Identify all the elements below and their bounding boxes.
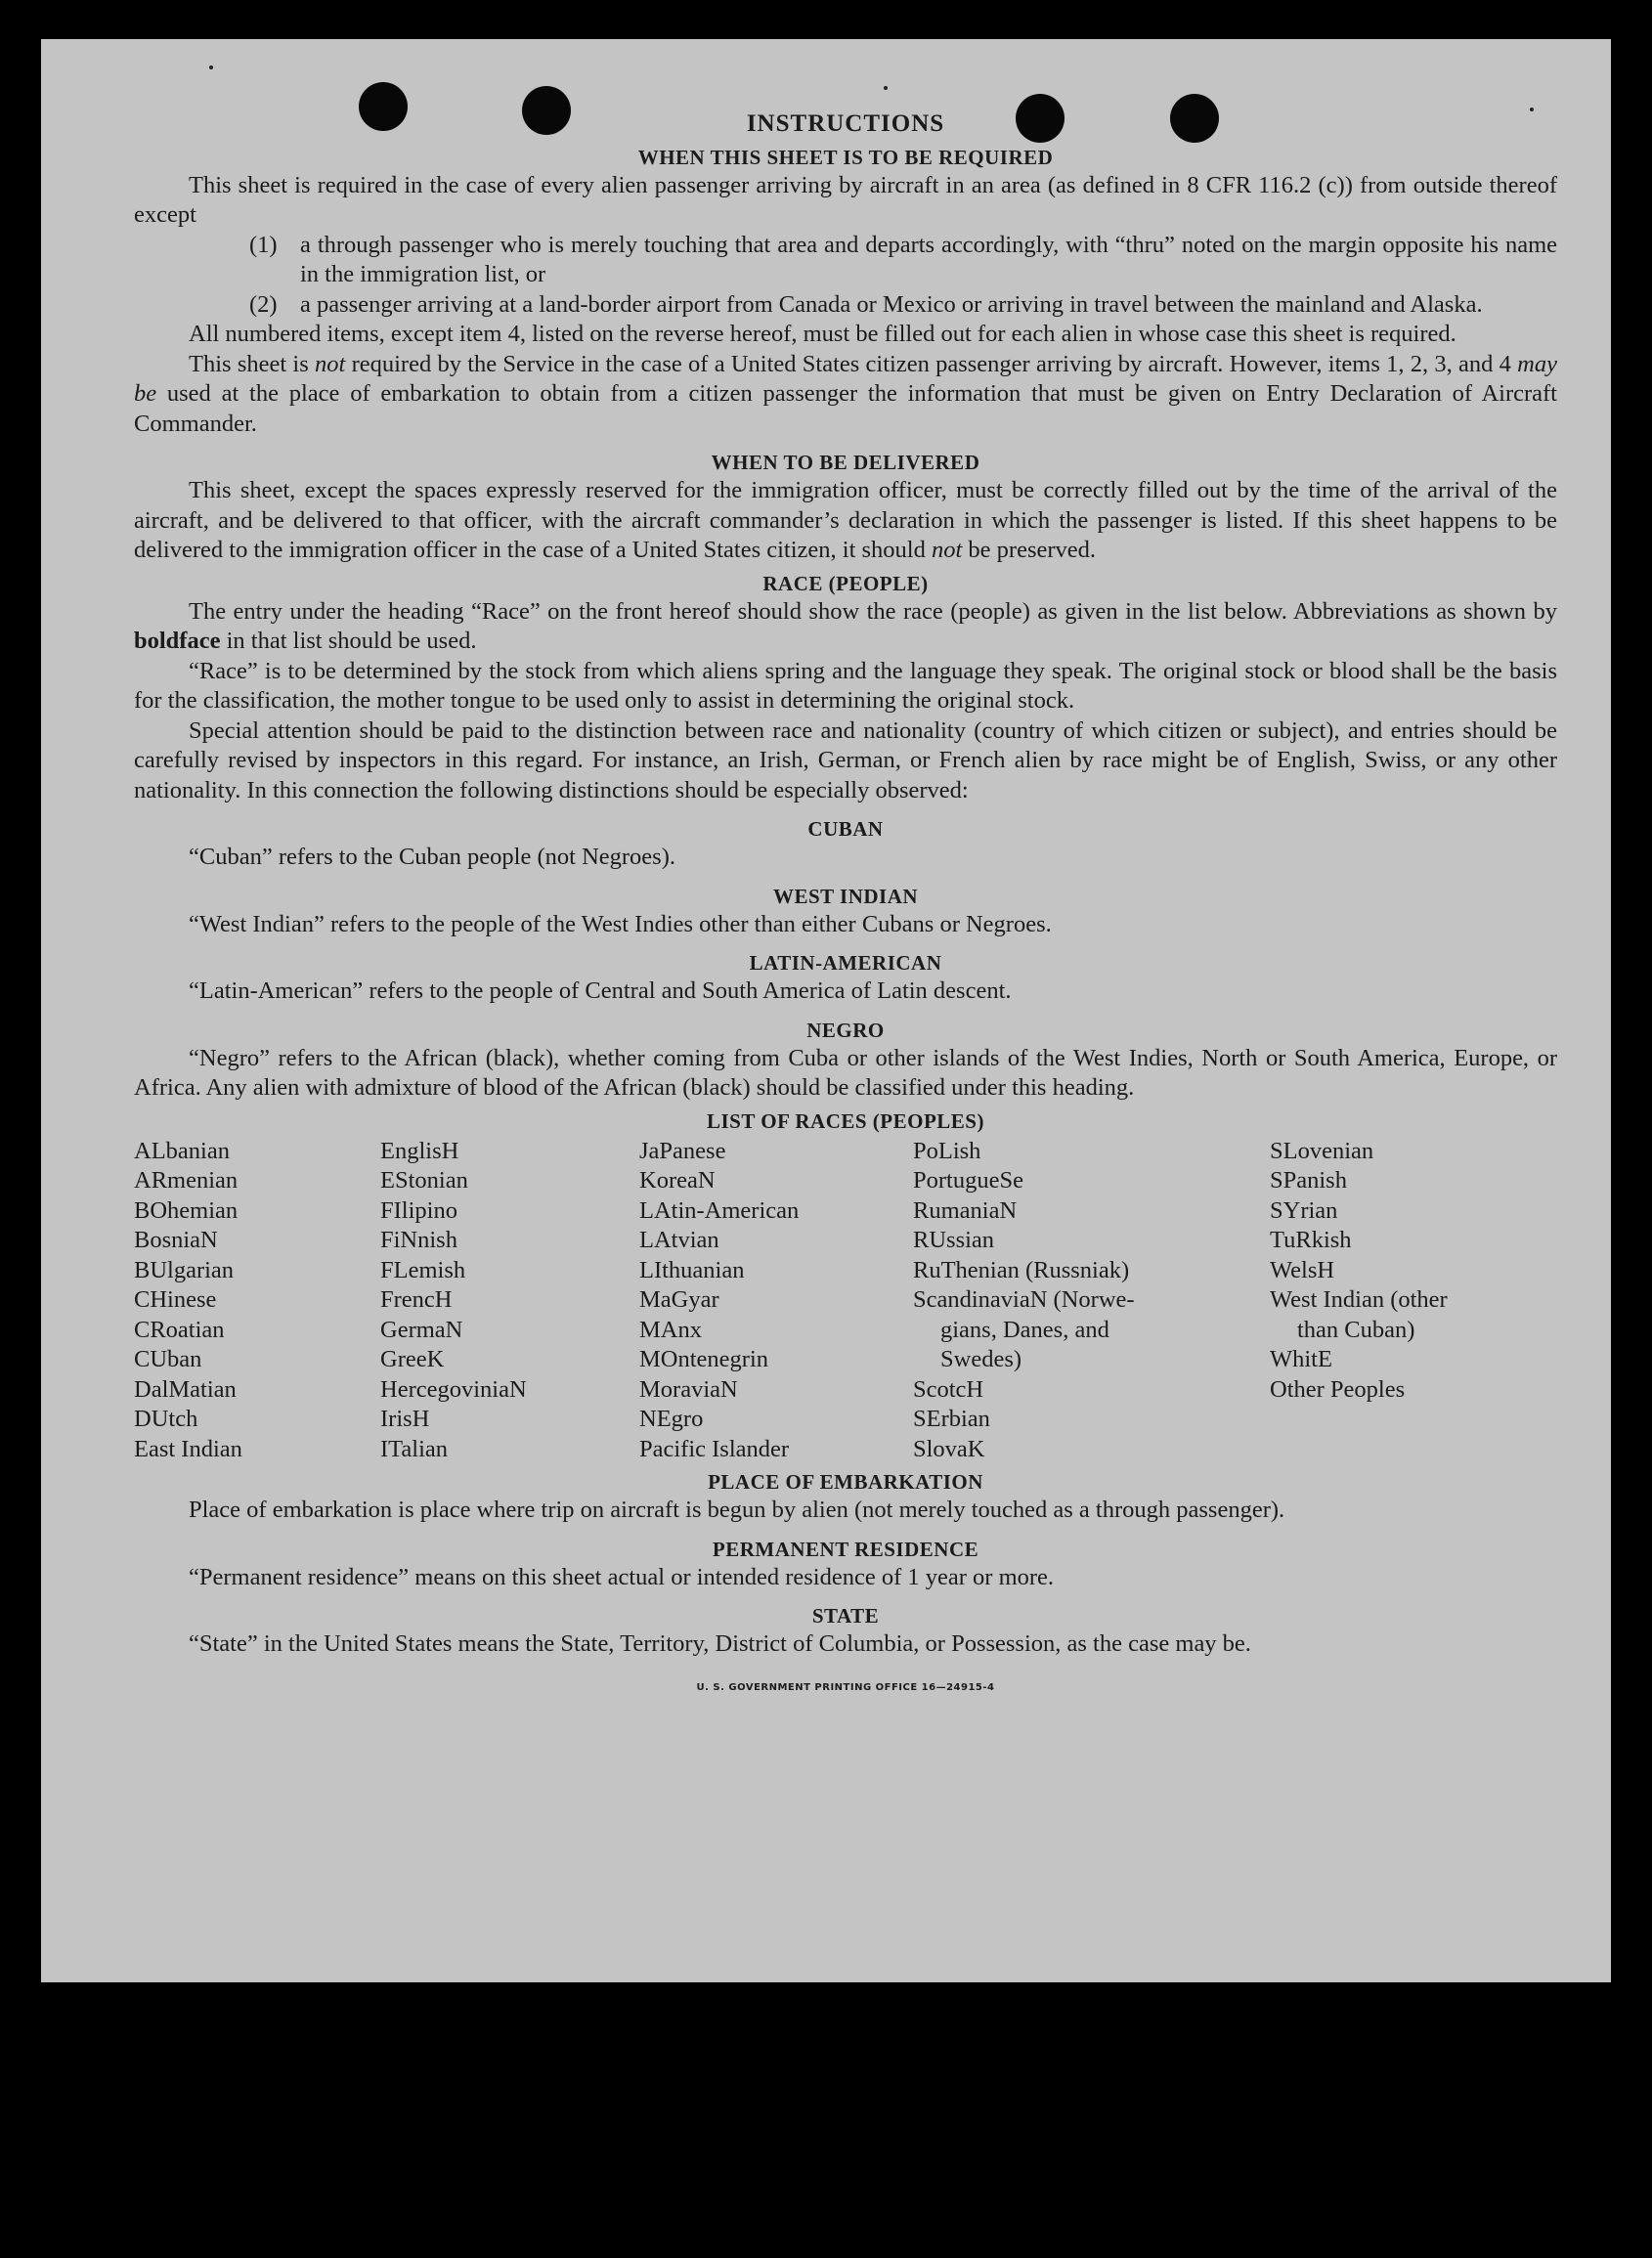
race-item: CUban bbox=[134, 1346, 202, 1372]
printing-office-imprint: U. S. GOVERNMENT PRINTING OFFICE 16—24915-4 bbox=[696, 1681, 995, 1693]
race-item: JaPanese bbox=[639, 1137, 726, 1164]
race-item: BUlgarian bbox=[134, 1256, 235, 1283]
race-item: FiNnish bbox=[380, 1227, 457, 1253]
state-text: “State” in the United States means the State, Territory, District of Columbia, or Possession, as the case may be. bbox=[189, 1630, 1251, 1657]
race-item: HercegoviniaN bbox=[380, 1375, 527, 1403]
race-item: SLovenian bbox=[1270, 1137, 1374, 1164]
heading-when-required: WHEN THIS SHEET IS TO BE REQUIRED bbox=[637, 145, 1054, 169]
race-item: PoLish bbox=[913, 1137, 981, 1164]
race-item: LIthuanian bbox=[639, 1256, 745, 1283]
heading-west-indian: WEST INDIAN bbox=[772, 884, 919, 908]
race-item: PortugueSe bbox=[913, 1167, 1023, 1194]
race-item: ARmenian bbox=[134, 1167, 239, 1194]
race-column bbox=[639, 1137, 913, 1465]
heading-list-of-races: LIST OF RACES (PEOPLES) bbox=[707, 1108, 984, 1133]
race-item: West Indian (other bbox=[1270, 1286, 1448, 1313]
embarkation-text: Place of embarkation is place where trip on aircraft is begun by alien (not merely touched as a through passenger). bbox=[189, 1497, 1285, 1523]
race-item: TuRkish bbox=[1270, 1227, 1352, 1253]
instructions-body bbox=[134, 109, 1557, 1703]
race-item: Other Peoples bbox=[1270, 1375, 1406, 1403]
race-item: LAtvian bbox=[639, 1227, 719, 1253]
race-column bbox=[380, 1137, 639, 1465]
race-item: DalMatian bbox=[134, 1375, 237, 1403]
race-item: IrisH bbox=[380, 1406, 430, 1432]
race-item: EnglisH bbox=[380, 1137, 459, 1164]
delivered-text: This sheet, except the spaces expressly reserved for the immigration officer, must be correctly filled out by the time of the arrival of the aircraft, and be delivered to that officer, with the aircraft commander’s declaration in which the passenger is listed. If this sheet happens to be delivered to the immigration officer in the case of a United States citizen, it should not be preserved. bbox=[134, 477, 1557, 563]
race-item: EStonian bbox=[380, 1167, 468, 1194]
race-item: FrencH bbox=[380, 1286, 453, 1313]
heading-race: RACE (PEOPLE) bbox=[762, 571, 929, 595]
document-page bbox=[41, 39, 1611, 1982]
heading-latin-american: LATIN-AMERICAN bbox=[749, 951, 942, 975]
race-item: RuThenian (Russniak) bbox=[913, 1256, 1130, 1283]
race-item-continued: than Cuban) bbox=[1297, 1316, 1415, 1343]
race-item-continued: gians, Danes, and bbox=[940, 1316, 1109, 1343]
race-item: RumaniaN bbox=[913, 1196, 1018, 1224]
required-para-citizen: This sheet is not required by the Service in the case of a United States citizen passenger arriving by aircraft. However, items 1, 2, 3, and 4 may be used at the place of embarkation to obtain from a citizen passenger the information that must be given on Entry Declaration of Aircraft Commander. bbox=[134, 350, 1557, 437]
page-title: INSTRUCTIONS bbox=[746, 110, 945, 137]
race-item: FIlipino bbox=[380, 1196, 457, 1224]
race-item: ALbanian bbox=[134, 1137, 230, 1164]
item-number: (1) bbox=[249, 231, 278, 258]
race-item: BOhemian bbox=[134, 1196, 239, 1224]
race-item: FLemish bbox=[380, 1256, 466, 1283]
race-item: SlovaK bbox=[913, 1435, 985, 1462]
race-para-1: The entry under the heading “Race” on the front hereof should show the race (people) as given in the list below. Abbreviations as shown by boldface in that list should be used. bbox=[134, 597, 1557, 654]
cuban-text: “Cuban” refers to the Cuban people (not Negroes). bbox=[189, 844, 675, 870]
speck bbox=[884, 86, 888, 90]
heading-permanent-residence: PERMANENT RESIDENCE bbox=[712, 1537, 979, 1561]
race-item: Pacific Islander bbox=[639, 1435, 790, 1462]
required-item bbox=[249, 290, 1557, 321]
heading-when-delivered: WHEN TO BE DELIVERED bbox=[711, 451, 980, 474]
residence-text: “Permanent residence” means on this sheet actual or intended residence of 1 year or more. bbox=[189, 1563, 1055, 1590]
race-item: RUssian bbox=[913, 1227, 995, 1253]
race-item: WelsH bbox=[1270, 1256, 1335, 1283]
race-column bbox=[913, 1137, 1270, 1465]
heading-cuban: CUBAN bbox=[807, 817, 884, 841]
race-item: SYrian bbox=[1270, 1196, 1338, 1224]
race-item: WhitE bbox=[1270, 1346, 1332, 1372]
heading-place-of-embarkation: PLACE OF EMBARKATION bbox=[708, 1470, 983, 1494]
race-item: CRoatian bbox=[134, 1316, 225, 1343]
heading-negro: NEGRO bbox=[806, 1018, 885, 1042]
race-column bbox=[1270, 1137, 1557, 1465]
required-item bbox=[249, 231, 1557, 290]
race-item: MoraviaN bbox=[639, 1375, 738, 1403]
item-text: a through passenger who is merely touching that area and departs accordingly, with “thru” noted on the margin opposite his name in the immigration list, or bbox=[300, 231, 1557, 287]
race-item: East Indian bbox=[134, 1435, 242, 1462]
item-number: (2) bbox=[249, 290, 278, 318]
west-indian-text: “West Indian” refers to the people of the West Indies other than either Cubans or Negroes. bbox=[189, 910, 1052, 937]
required-para-numbered-items: All numbered items, except item 4, listed on the reverse hereof, must be filled out for each alien in whose case this sheet is required. bbox=[189, 321, 1456, 347]
race-list bbox=[134, 1137, 1557, 1465]
race-item-continued: Swedes) bbox=[940, 1346, 1022, 1372]
item-text: a passenger arriving at a land-border airport from Canada or Mexico or arriving in travel between the mainland and Alaska. bbox=[300, 290, 1483, 318]
race-item: MAnx bbox=[639, 1316, 702, 1343]
race-item: GermaN bbox=[380, 1316, 463, 1343]
race-item: DUtch bbox=[134, 1406, 198, 1432]
negro-text: “Negro” refers to the African (black), whether coming from Cuba or other islands of the West Indies, North or South America, Europe, or Africa. Any alien with admixture of blood of the African (black) should be classified under this heading. bbox=[134, 1044, 1557, 1101]
latin-american-text: “Latin-American” refers to the people of Central and South America of Latin descent. bbox=[189, 977, 1012, 1004]
race-para-3: Special attention should be paid to the distinction between race and nationality (country of which citizen or subject), and entries should be carefully revised by inspectors in this regard. For instance, an Irish, German, or French alien by race might be of English, Swiss, or any other nationality. In this connection the following distinctions should be especially observed: bbox=[134, 716, 1557, 803]
race-item: MOntenegrin bbox=[639, 1346, 768, 1372]
speck bbox=[209, 65, 213, 69]
heading-state: STATE bbox=[811, 1604, 880, 1628]
required-intro: This sheet is required in the case of every alien passenger arriving by aircraft in an area (as defined in 8 CFR 116.2 (c)) from outside thereof except bbox=[134, 171, 1557, 228]
race-column bbox=[134, 1137, 380, 1465]
race-item: CHinese bbox=[134, 1286, 217, 1313]
race-item: NEgro bbox=[639, 1406, 704, 1432]
race-item: BosniaN bbox=[134, 1227, 218, 1253]
race-item: KoreaN bbox=[639, 1167, 716, 1194]
race-item: ScotcH bbox=[913, 1375, 984, 1403]
race-item: ScandinaviaN (Norwe- bbox=[913, 1286, 1135, 1313]
race-item: LAtin-American bbox=[639, 1196, 800, 1224]
race-item: GreeK bbox=[380, 1346, 445, 1372]
race-item: SPanish bbox=[1270, 1167, 1347, 1194]
race-item: SErbian bbox=[913, 1406, 990, 1432]
race-item: MaGyar bbox=[639, 1286, 719, 1313]
race-item: ITalian bbox=[380, 1435, 449, 1462]
race-para-2: “Race” is to be determined by the stock from which aliens spring and the language they speak. The original stock or blood shall be the basis for the classification, the mother tongue to be used only to assist in determining the original stock. bbox=[134, 657, 1557, 714]
